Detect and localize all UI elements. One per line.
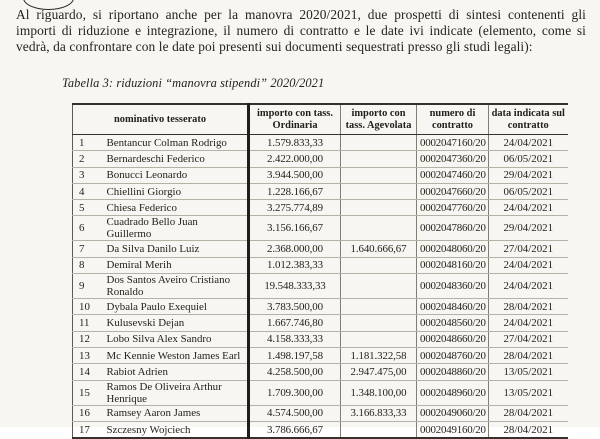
- importo-ordinaria-cell: 1.667.746,80: [249, 315, 341, 331]
- row-number-cell: 2: [73, 151, 97, 167]
- contract-date-cell: 06/05/2021: [489, 151, 568, 167]
- importo-agevolata-cell: 3.166.833,33: [341, 405, 417, 421]
- table-row: [73, 200, 568, 216]
- header-nominativo: nominativo tesserato: [73, 104, 249, 135]
- importo-agevolata-cell: [341, 421, 417, 438]
- table-row: [73, 331, 568, 347]
- row-number-cell: 13: [73, 347, 97, 363]
- importo-ordinaria-cell: 2.368.000,00: [249, 241, 341, 257]
- contract-date-cell: 24/04/2021: [489, 315, 568, 331]
- contract-number-cell: 0002048560/20: [417, 315, 489, 331]
- importo-ordinaria-cell: 1.709.300,00: [249, 380, 341, 405]
- contract-date-cell: 24/04/2021: [489, 135, 568, 151]
- player-name-cell: Dybala Paulo Exequiel: [97, 299, 249, 315]
- contract-date-cell: 06/05/2021: [489, 183, 568, 199]
- importo-agevolata-cell: [341, 274, 417, 299]
- table-row: [73, 135, 568, 151]
- table-row: [73, 347, 568, 363]
- contract-number-cell: 0002048960/20: [417, 380, 489, 405]
- player-name-cell: Ramos De Oliveira Arthur Henrique: [97, 380, 249, 405]
- row-number-cell: 4: [73, 183, 97, 199]
- row-number-cell: 9: [73, 274, 97, 299]
- contract-number-cell: 0002048160/20: [417, 257, 489, 273]
- importo-agevolata-cell: 1.348.100,00: [341, 380, 417, 405]
- importo-ordinaria-cell: 3.275.774,89: [249, 200, 341, 216]
- contract-date-cell: 13/05/2021: [489, 380, 568, 405]
- importo-agevolata-cell: 1.181.322,58: [341, 347, 417, 363]
- contract-number-cell: 0002047760/20: [417, 200, 489, 216]
- row-number-cell: 7: [73, 241, 97, 257]
- contract-number-cell: 0002049160/20: [417, 421, 489, 438]
- row-number-cell: 1: [73, 135, 97, 151]
- row-number-cell: 5: [73, 200, 97, 216]
- player-name-cell: Chiesa Federico: [97, 200, 249, 216]
- importo-ordinaria-cell: 4.158.333,33: [249, 331, 341, 347]
- importo-agevolata-cell: [341, 135, 417, 151]
- importo-ordinaria-cell: 1.498.197,58: [249, 347, 341, 363]
- contract-date-cell: 28/04/2021: [489, 299, 568, 315]
- importo-agevolata-cell: 2.947.475,00: [341, 364, 417, 380]
- importo-agevolata-cell: [341, 167, 417, 183]
- table-row: [73, 216, 568, 241]
- player-name-cell: Bonucci Leonardo: [97, 167, 249, 183]
- contract-number-cell: 0002048360/20: [417, 274, 489, 299]
- contract-date-cell: 28/04/2021: [489, 347, 568, 363]
- contract-number-cell: 0002048660/20: [417, 331, 489, 347]
- paragraph-line: Al riguardo, si riportano anche per la manovra 2020/2021, due prospetti di sintesi contenenti gli: [16, 7, 586, 22]
- row-number-cell: 6: [73, 216, 97, 241]
- row-number-cell: 17: [73, 421, 97, 438]
- table-header: [73, 104, 568, 135]
- table-row: [73, 183, 568, 199]
- contract-date-cell: 28/04/2021: [489, 405, 568, 421]
- player-name-cell: Cuadrado Bello Juan Guillermo: [97, 216, 249, 241]
- table-body: [73, 135, 568, 439]
- header-row: [73, 104, 568, 135]
- contract-date-cell: 29/04/2021: [489, 216, 568, 241]
- salary-reduction-table: [72, 103, 568, 439]
- contract-date-cell: 24/04/2021: [489, 200, 568, 216]
- importo-agevolata-cell: [341, 315, 417, 331]
- row-number-cell: 11: [73, 315, 97, 331]
- contract-number-cell: 0002047660/20: [417, 183, 489, 199]
- importo-ordinaria-cell: 3.783.500,00: [249, 299, 341, 315]
- header-importo-ordinaria: importo con tass. Ordinaria: [249, 104, 341, 135]
- importo-ordinaria-cell: 3.944.500,00: [249, 167, 341, 183]
- player-name-cell: Bentancur Colman Rodrigo: [97, 135, 249, 151]
- table-row: [73, 364, 568, 380]
- importo-agevolata-cell: [341, 151, 417, 167]
- contract-number-cell: 0002049060/20: [417, 405, 489, 421]
- importo-agevolata-cell: [341, 183, 417, 199]
- contract-number-cell: 0002047860/20: [417, 216, 489, 241]
- contract-date-cell: 29/04/2021: [489, 167, 568, 183]
- importo-agevolata-cell: [341, 216, 417, 241]
- importo-ordinaria-cell: 1.228.166,67: [249, 183, 341, 199]
- contract-number-cell: 0002047160/20: [417, 135, 489, 151]
- row-number-cell: 14: [73, 364, 97, 380]
- table-row: [73, 257, 568, 273]
- importo-ordinaria-cell: 3.786.666,67: [249, 421, 341, 438]
- contract-number-cell: 0002047460/20: [417, 167, 489, 183]
- row-number-cell: 16: [73, 405, 97, 421]
- contract-number-cell: 0002047360/20: [417, 151, 489, 167]
- importo-agevolata-cell: [341, 257, 417, 273]
- player-name-cell: Lobo Silva Alex Sandro: [97, 331, 249, 347]
- importo-ordinaria-cell: 4.258.500,00: [249, 364, 341, 380]
- importo-agevolata-cell: 1.640.666,67: [341, 241, 417, 257]
- importo-agevolata-cell: [341, 331, 417, 347]
- row-number-cell: 15: [73, 380, 97, 405]
- header-numero-contratto: numero di contratto: [417, 104, 489, 135]
- table-row: [73, 241, 568, 257]
- player-name-cell: Kulusevski Dejan: [97, 315, 249, 331]
- contract-date-cell: 13/05/2021: [489, 364, 568, 380]
- table-caption: Tabella 3: riduzioni “manovra stipendi” 2020/2021: [62, 76, 325, 90]
- player-name-cell: Demiral Merih: [97, 257, 249, 273]
- player-name-cell: Da Silva Danilo Luiz: [97, 241, 249, 257]
- table-row: [73, 151, 568, 167]
- player-name-cell: Dos Santos Aveiro Cristiano Ronaldo: [97, 274, 249, 299]
- contract-number-cell: 0002048760/20: [417, 347, 489, 363]
- contract-number-cell: 0002048860/20: [417, 364, 489, 380]
- player-name-cell: Ramsey Aaron James: [97, 405, 249, 421]
- contract-date-cell: 27/04/2021: [489, 241, 568, 257]
- row-number-cell: 3: [73, 167, 97, 183]
- table-row: [73, 274, 568, 299]
- contract-date-cell: 27/04/2021: [489, 331, 568, 347]
- table-row: [73, 421, 568, 438]
- contract-date-cell: 24/04/2021: [489, 257, 568, 273]
- contract-number-cell: 0002048460/20: [417, 299, 489, 315]
- paragraph-line: vedrà, da confrontare con le date poi presenti sui documenti sequestrati presso gli studi legali):: [16, 39, 533, 54]
- contract-date-cell: 28/04/2021: [489, 421, 568, 438]
- intro-paragraph: [16, 7, 586, 55]
- importo-agevolata-cell: [341, 299, 417, 315]
- table-row: [73, 315, 568, 331]
- contract-date-cell: 24/04/2021: [489, 274, 568, 299]
- row-number-cell: 12: [73, 331, 97, 347]
- importo-ordinaria-cell: 1.012.383,33: [249, 257, 341, 273]
- importo-ordinaria-cell: 19.548.333,33: [249, 274, 341, 299]
- row-number-cell: 10: [73, 299, 97, 315]
- player-name-cell: Chiellini Giorgio: [97, 183, 249, 199]
- table-row: [73, 167, 568, 183]
- player-name-cell: Mc Kennie Weston James Earl: [97, 347, 249, 363]
- table-row: [73, 299, 568, 315]
- paragraph-line: importi di riduzione e integrazione, il numero di contratto e le date ivi indicate (elemento, come si: [16, 23, 586, 38]
- importo-agevolata-cell: [341, 200, 417, 216]
- table-row: [73, 405, 568, 421]
- importo-ordinaria-cell: 2.422.000,00: [249, 151, 341, 167]
- contract-number-cell: 0002048060/20: [417, 241, 489, 257]
- table-row: [73, 380, 568, 405]
- player-name-cell: Bernardeschi Federico: [97, 151, 249, 167]
- importo-ordinaria-cell: 1.579.833,33: [249, 135, 341, 151]
- importo-ordinaria-cell: 3.156.166,67: [249, 216, 341, 241]
- row-number-cell: 8: [73, 257, 97, 273]
- player-name-cell: Rabiot Adrien: [97, 364, 249, 380]
- importo-ordinaria-cell: 4.574.500,00: [249, 405, 341, 421]
- header-importo-agevolata: importo con tass. Agevolata: [341, 104, 417, 135]
- header-data-contratto: data indicata sul contratto: [489, 104, 568, 135]
- player-name-cell: Szczesny Wojciech: [97, 421, 249, 438]
